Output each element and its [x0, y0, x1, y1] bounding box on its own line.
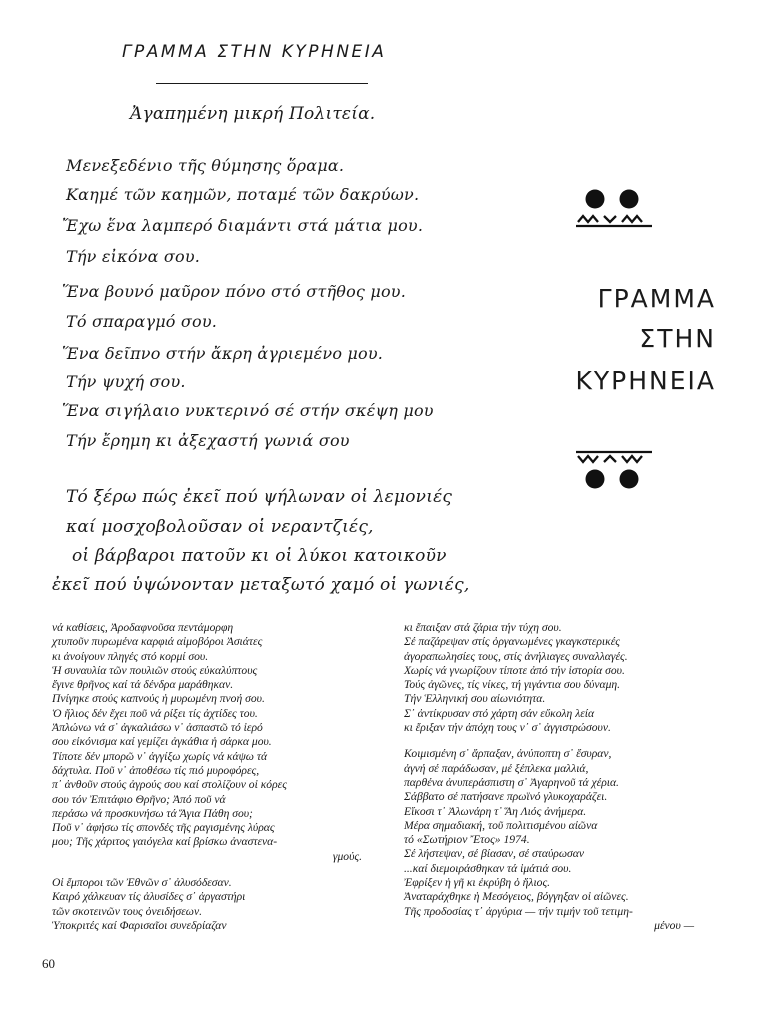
text-line: σου εἰκόνισμα καί γεμίζει ἀγκάθια ἡ σάρκα μου. [52, 735, 272, 749]
stanza1-line: Ἕνα δεῖπνο στήν ἄκρη ἀγριεμένο μου. [62, 344, 384, 363]
text-line: σου τόν Ἐπιτάφιο Θρῆνο; Ἀπό ποῦ νά [52, 792, 226, 806]
stanza1-line: Καημέ τῶν καημῶν, ποταμέ τῶν δακρύων. [66, 185, 420, 204]
handwritten-title: ΓΡΑΜΜΑ ΣΤΗΝ ΚΥΡΗΝΕΙΑ [122, 42, 387, 62]
text-line: Κοιμισμένη σ᾿ ἅρπαξαν, ἀνύποπτη σ᾿ ἔσυραν, [404, 747, 612, 761]
stanza1-line: Ἕνα σιγήλαιο νυκτερινό σέ στήν σκέψη μου [62, 401, 434, 420]
stanza1-line: Ἕνα βουνό μαῦρον πόνο στό στῆθος μου. [62, 282, 407, 301]
right-title-line3: ΚΥΡΗΝΕΙΑ [575, 366, 716, 395]
text-line: ἁγνή σέ παράδωσαν, μέ ξέπλεκα μαλλιά, [404, 761, 589, 775]
page-number: 60 [42, 956, 55, 971]
text-line: ἀγοραπωλησίες τους, στίς ἀνήλιαγες συναλλαγές. [404, 649, 628, 663]
text-line: Ἁπλώνω νά σ᾿ ἀγκαλιάσω ν᾿ ἀσπαστῶ τό ἱερό [52, 721, 263, 735]
stanza1-line: Τήν ἔρημη κι ἀξεχαστή γωνιά σου [66, 431, 350, 450]
right-title-line2: ΣΤΗΝ [639, 324, 716, 353]
text-line: δάχτυλα. Ποῦ ν᾿ ἀποθέσω τίς πιό μυροφόρες, [52, 763, 260, 777]
text-line: νά καθίσεις, Ἀροδαφνοῦσα πεντάμορφη [52, 621, 234, 634]
paragraph-gap [404, 735, 694, 747]
paragraph-gap [52, 864, 362, 876]
text-line: Ὁ ἥλιος δέν ἔχει ποῦ νά ρίξει τίς ἀχτίδες του. [52, 706, 258, 720]
greek-key-ornament-bottom [574, 444, 654, 492]
text-line: Ἀναταράχθηκε ἡ Μεσόγειος, βόγγηξαν οἱ αἰῶνες. [404, 890, 629, 904]
text-line: Ἐφρίξεν ἡ γῆ κι ἐκρύβη ὁ ἥλιος. [404, 876, 551, 890]
text-line: Χωρίς νά γνωρίζουν τίποτε ἀπό τήν ἱστορία σου. [404, 663, 625, 677]
text-line: Ὑποκριτές καί Φαρισαῖοι συνεδρίαζαν [52, 918, 227, 932]
text-column-left [52, 621, 362, 933]
text-line: Μέρα σημαδιακή, τοῦ πολιτισμένου αἰῶνα [404, 818, 598, 832]
stanza1-line: Ἔχω ἕνα λαμπερό διαμάντι στά μάτια μου. [62, 216, 424, 235]
text-line: Σέ λήστεψαν, σέ βίασαν, σέ σταύρωσαν [404, 847, 584, 861]
text-line: Τήν Ἑλληνική σου αἰωνιότητα. [404, 692, 546, 706]
text-line: τῶν σκοτεινῶν τους ὀνειδήσεων. [52, 904, 203, 918]
text-column-right [404, 621, 694, 933]
text-line: κι ἔπαιξαν στά ζάρια τήν τύχη σου. [404, 621, 562, 634]
stanza1-line: Τήν ψυχή σου. [66, 372, 186, 391]
text-line: Σέ παζάρεψαν στίς ὀργανωμένες γκαγκστερικές [404, 635, 620, 649]
right-title-line1: ΓΡΑΜΜΑ [597, 284, 716, 313]
text-line: περάσω νά προσκυνήσω τά Ἅγια Πάθη σου; [52, 806, 253, 820]
text-line: Εἴκοσι τ᾿ Ἀλωνάρη τ᾿ Ἅη Λιός ἀνήμερα. [404, 804, 587, 818]
text-line: Πνίγηκε στούς καπνούς ἡ μυρωμένη πνοή σου. [52, 692, 265, 706]
stanza1-line: Μενεξεδένιο τῆς θύμησης ὅραμα. [66, 156, 345, 175]
stanza1-line: Τήν εἰκόνα σου. [66, 247, 201, 266]
text-line: Σάββατο σέ πατήσανε πρωϊνό γλυκοχαράζει. [404, 790, 608, 804]
text-line: κι ἔριξαν τήν ἀπόχη τους ν᾿ σ᾿ ἀγγιστρώσουν. [404, 721, 611, 735]
stanza2-line: καί μοσχοβολοῦσαν οἱ νεραντζιές, [66, 517, 374, 537]
text-line: τό «Σωτήριον Ἔτος» 1974. [404, 833, 530, 847]
text-line: ἔγινε θρῆνος καί τά δένδρα μαράθηκαν. [52, 678, 234, 692]
text-line: Ποῦ ν᾿ ἀφήσω τίς σπονδές τῆς ραγισμένης λύρας [52, 821, 275, 835]
stanza2-line: Τό ξέρω πώς ἐκεῖ πού ψήλωναν οἱ λεμονιές [66, 487, 453, 507]
greek-key-ornament-top [574, 186, 654, 234]
text-line: παρθένα ἀνυπεράσπιστη σ᾿ Ἀγαρηνοῦ τά χέρια. [404, 775, 619, 789]
text-line: ...καί διεμοιράσθηκαν τά ἱμάτιά σου. [404, 861, 572, 875]
text-line: Τούς ἀγῶνες, τίς νίκες, τή γιγάντια σου δύναμη. [404, 678, 621, 692]
stanza2-line: οἱ βάρβαροι πατοῦν κι οἱ λύκοι κατοικοῦν [72, 546, 447, 566]
text-line-end: γμούς. [332, 849, 362, 863]
text-line: Τῆς προδοσίας τ᾿ ἀργύρια — τήν τιμήν τοῦ τετιμη- [404, 904, 633, 918]
text-line: Καιρό χάλκευαν τίς ἁλυσίδες σ᾿ ἀργαστήρι [52, 890, 246, 904]
text-line: Οἱ ἔμποροι τῶν Ἐθνῶν σ᾿ ἀλυσόδεσαν. [52, 876, 232, 890]
text-line: μου; Τῆς χάριτος γαιόγελα καί βρίσκω ἀναστενα- [52, 835, 278, 849]
text-line: Σ᾿ ἀντίκρυσαν στό χάρτη σάν εὔκολη λεία [404, 706, 595, 720]
text-line-end: μένου — [654, 918, 694, 932]
salutation: Ἀγαπημένη μικρή Πολιτεία. [130, 104, 376, 124]
title-underline [156, 83, 368, 84]
text-line: κι ἀνοίγουν πληγές στό κορμί σου. [52, 649, 209, 663]
stanza1-line: Τό σπαραγμό σου. [66, 312, 218, 331]
stanza2-line: ἐκεῖ πού ὑψώνονταν μεταξωτό χαμό οἱ γωνιές, [52, 575, 470, 595]
text-line: Τίποτε δέν μπορῶ ν᾿ ἀγγίξω χωρίς νά κάψω τά [52, 749, 268, 763]
text-line: π᾿ ἀνθοῦν στούς ἀγρούς σου καί στολίζουν οἱ κόρες [52, 778, 287, 792]
text-line: χτυποῦν πυρωμένα καρφιά αἱμοβόροι Ἀσιάτες [52, 635, 263, 649]
text-line: Ἡ συναυλία τῶν πουλιῶν στούς εὐκαλύπτους [52, 663, 258, 677]
